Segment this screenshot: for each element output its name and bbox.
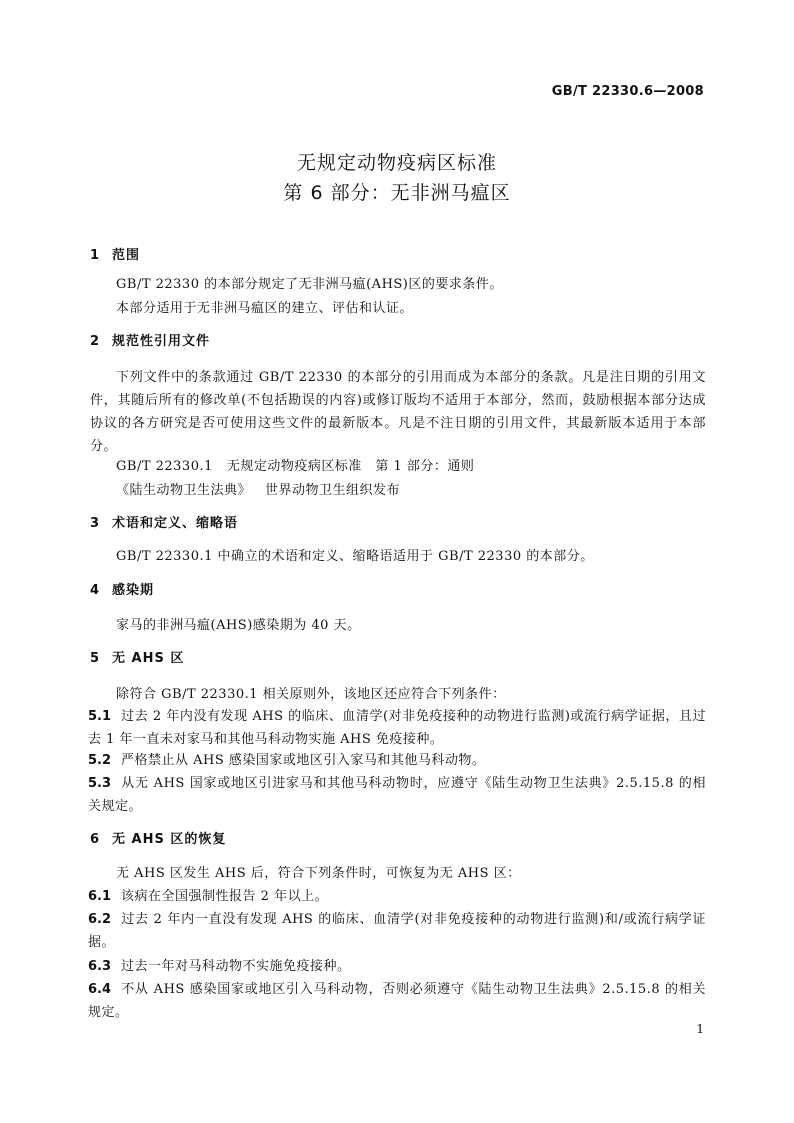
reference-code: GB/T 22330.1 <box>116 459 213 474</box>
clause-number: 5.1 <box>88 709 112 724</box>
section-number: 2 <box>90 334 101 349</box>
clause-text: 过去 2 年内一直没有发现 AHS 的临床、血清学(对非免疫接种的动物进行监测)和/或流行病学证据。 <box>88 912 706 950</box>
clause-text: 过去 2 年内没有发现 AHS 的临床、血清学(对非免疫接种的动物进行监测)或流行病学证据，且过去 1 年一直未对家马和其他马科动物实施 AHS 免疫接种。 <box>88 709 706 747</box>
section-title: 无 AHS 区 <box>112 651 185 666</box>
clause-6-2 <box>88 908 706 954</box>
section-number: 3 <box>90 516 101 531</box>
reference-item-1 <box>90 455 706 478</box>
section-number: 1 <box>90 248 101 263</box>
reference-title: 无规定动物疫病区标准 第 1 部分：通则 <box>226 459 475 474</box>
document-subtitle: 第 6 部分：无非洲马瘟区 <box>283 182 511 204</box>
scope-paragraph-1: GB/T 22330 的本部分规定了无非洲马瘟(AHS)区的要求条件。 <box>116 277 503 292</box>
section-number: 6 <box>90 832 101 847</box>
document-title: 无规定动物疫病区标准 <box>296 152 497 174</box>
clause-text: 严格禁止从 AHS 感染国家或地区引入家马和其他马科动物。 <box>121 753 486 768</box>
clause-6-3 <box>88 955 706 978</box>
clause-text: 不从 AHS 感染国家或地区引入马科动物，否则必须遵守《陆生动物卫生法典》2.5.15.8 的相关规定。 <box>88 982 706 1020</box>
recovery-intro: 无 AHS 区发生 AHS 后，符合下列条件时，可恢复为无 AHS 区： <box>116 866 521 881</box>
clause-6-1 <box>88 885 706 908</box>
section-title: 范围 <box>112 248 141 263</box>
section-heading-terms <box>90 514 238 534</box>
clause-number: 6.4 <box>88 982 112 997</box>
ahs-free-intro: 除符合 GB/T 22330.1 相关原则外，该地区还应符合下列条件： <box>116 687 506 702</box>
reference-code: 《陆生动物卫生法典》 <box>116 483 252 498</box>
standard-code: GB/T 22330.6—2008 <box>551 84 704 99</box>
section-title: 感染期 <box>112 583 155 598</box>
page-number: 1 <box>696 1022 704 1036</box>
clause-text: 该病在全国强制性报告 2 年以上。 <box>121 889 329 904</box>
section-title: 无 AHS 区的恢复 <box>112 832 227 847</box>
section-heading-ahs-free-zone <box>90 649 184 669</box>
clause-number: 6.1 <box>88 889 112 904</box>
section-heading-ahs-free-recovery <box>90 830 226 850</box>
clause-number: 6.3 <box>88 959 112 974</box>
clause-text: 过去一年对马科动物不实施免疫接种。 <box>121 959 351 974</box>
section-number: 5 <box>90 651 101 666</box>
clause-6-4 <box>88 978 706 1024</box>
section-title: 规范性引用文件 <box>112 334 211 349</box>
clause-5-3 <box>88 772 706 818</box>
scope-paragraph-2: 本部分适用于无非洲马瘟区的建立、评估和认证。 <box>116 301 414 316</box>
reference-title: 世界动物卫生组织发布 <box>265 483 401 498</box>
terms-paragraph: GB/T 22330.1 中确立的术语和定义、缩略语适用于 GB/T 22330 的本部分。 <box>116 549 594 564</box>
clause-number: 5.3 <box>88 776 112 791</box>
clause-number: 6.2 <box>88 912 112 927</box>
section-number: 4 <box>90 583 101 598</box>
section-heading-normative-references <box>90 332 210 352</box>
clause-5-2 <box>88 749 706 772</box>
reference-item-2 <box>90 479 706 502</box>
infective-period-paragraph: 家马的非洲马瘟(AHS)感染期为 40 天。 <box>116 618 361 633</box>
section-title: 术语和定义、缩略语 <box>112 516 239 531</box>
clause-5-1 <box>88 705 706 751</box>
section-heading-infective-period <box>90 581 154 601</box>
section-heading-scope <box>90 246 140 266</box>
references-paragraph: 下列文件中的条款通过 GB/T 22330 的本部分的引用而成为本部分的条款。凡是注日期的引用文件，其随后所有的修改单(不包括勘误的内容)或修订版均不适用于本部分，然而，鼓励根据本部分达成协议的各方研究是否可使用这些文件的最新版本。凡是不注日期的引用文件，其最新版本适用于本部分。 <box>90 370 706 454</box>
clause-text: 从无 AHS 国家或地区引进家马和其他马科动物时，应遵守《陆生动物卫生法典》2.5.15.8 的相关规定。 <box>88 776 706 814</box>
clause-number: 5.2 <box>88 753 112 768</box>
